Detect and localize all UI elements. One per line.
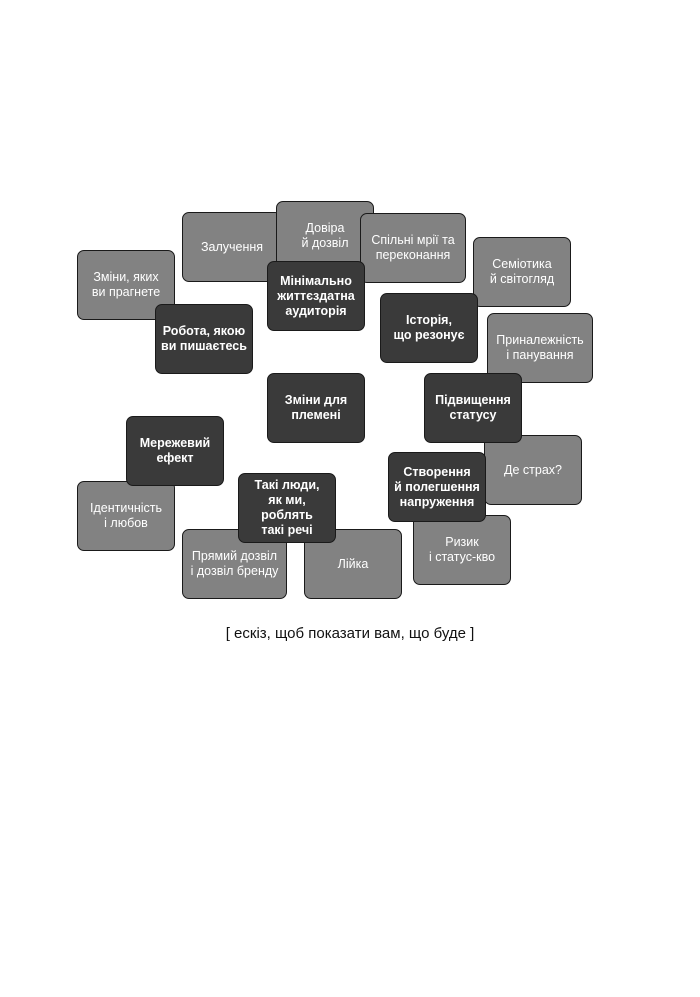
- node-zaluchennia: Залучення: [182, 212, 282, 282]
- node-riz: Ризик і статус-кво: [413, 515, 511, 585]
- node-zminy-plemeni: Зміни для племені: [267, 373, 365, 443]
- node-minimalno: Мінімально життєздатна аудиторія: [267, 261, 365, 331]
- node-istoriia: Історія, що резонує: [380, 293, 478, 363]
- node-dovira: Довіра й дозвіл: [276, 201, 374, 271]
- node-identychnist: Ідентичність і любов: [77, 481, 175, 551]
- node-taki-liudy: Такі люди, як ми, роблять такі речі: [238, 473, 336, 543]
- diagram-caption: [ ескіз, щоб показати вам, що буде ]: [225, 625, 475, 642]
- node-robota: Робота, якою ви пишаєтесь: [155, 304, 253, 374]
- node-semiotyka: Семіотика й світогляд: [473, 237, 571, 307]
- node-merezhevyi: Мережевий ефект: [126, 416, 224, 486]
- node-stvorennia: Створення й полегшення напруження: [388, 452, 486, 522]
- node-pidvyshchennia: Підвищення статусу: [424, 373, 522, 443]
- node-spilni-mrii: Спільні мрії та переконання: [360, 213, 466, 283]
- node-priamyi-dozvil: Прямий дозвіл і дозвіл бренду: [182, 529, 287, 599]
- node-de-strakh: Де страх?: [484, 435, 582, 505]
- node-prynalezhnist: Приналежність і панування: [487, 313, 593, 383]
- node-liika: Лійка: [304, 529, 402, 599]
- node-zminy-yakykh: Зміни, яких ви прагнете: [77, 250, 175, 320]
